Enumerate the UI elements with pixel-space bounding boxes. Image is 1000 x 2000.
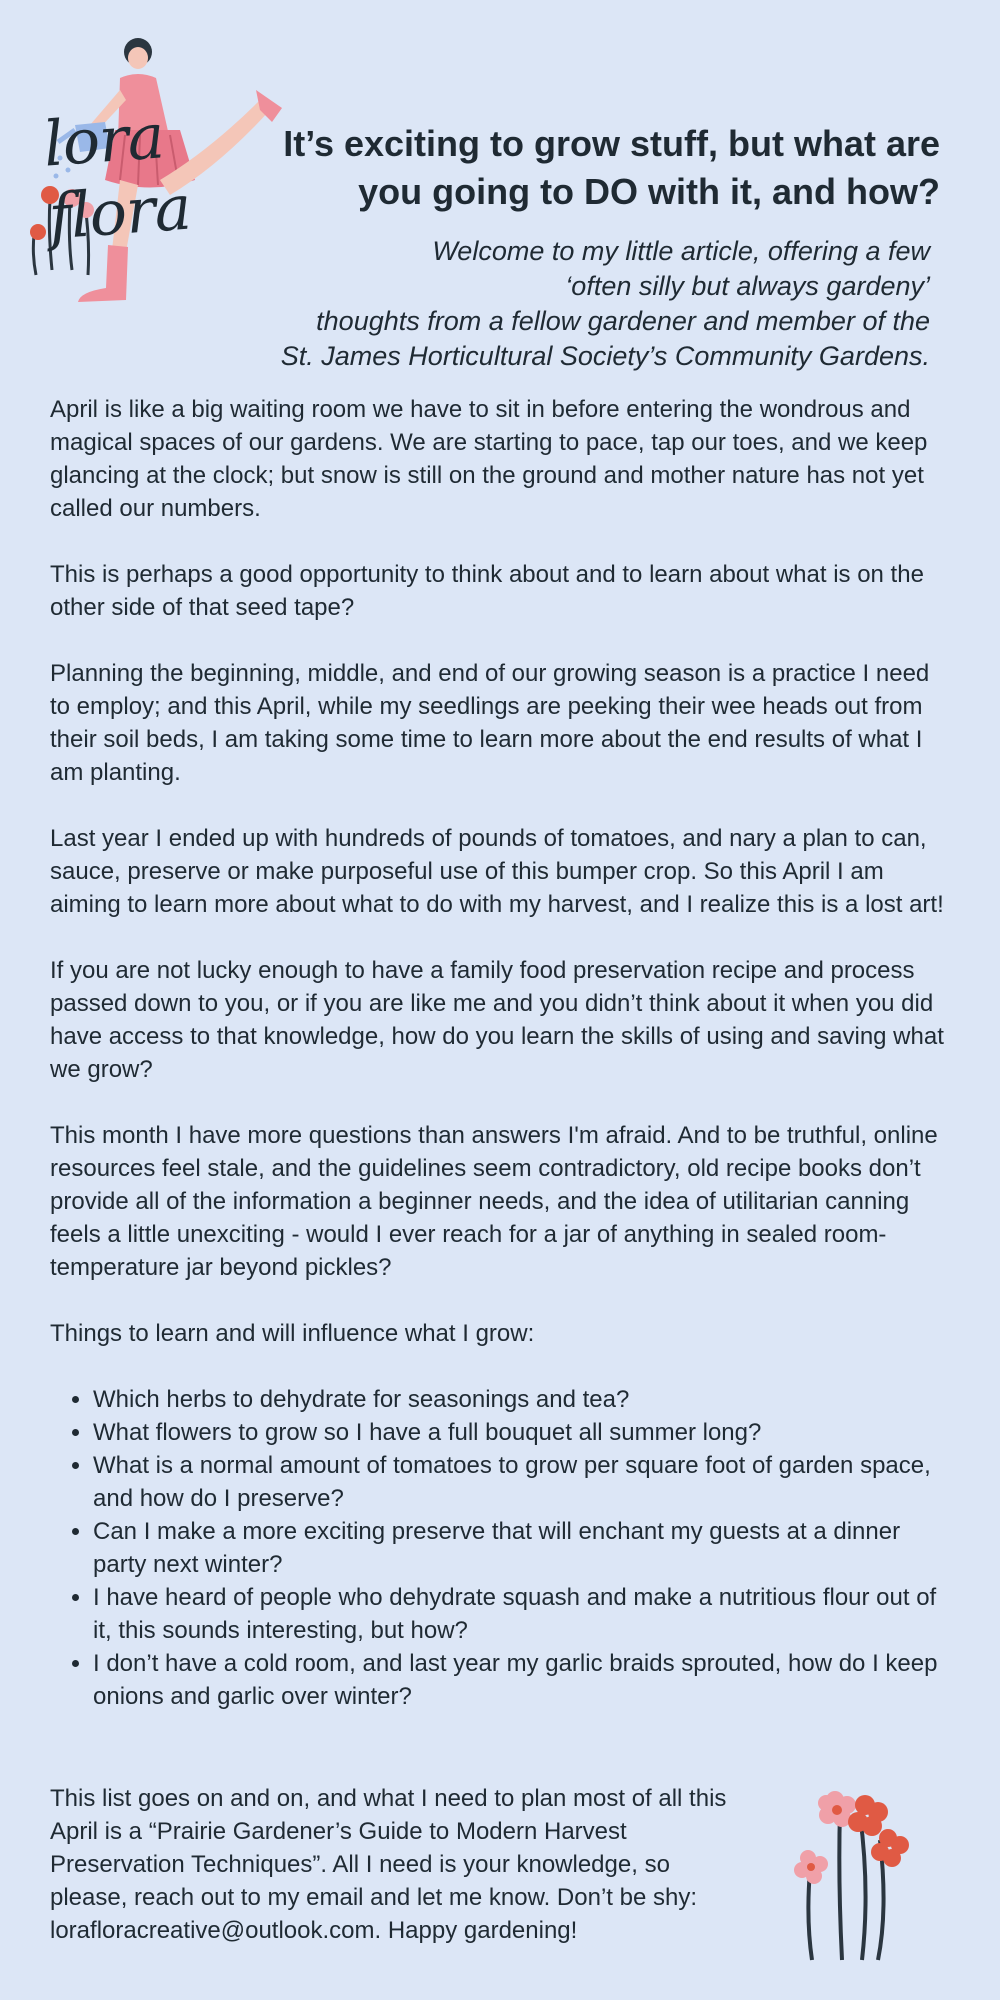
headline: It’s exciting to grow stuff, but what are you going to DO with it, and how?	[283, 123, 940, 212]
paragraph: This is perhaps a good opportunity to think about and to learn about what is on the other side of that seed tape?	[50, 561, 924, 621]
list-item: • What is a normal amount of tomatoes to grow per square foot of garden space, and how do I preserve?	[93, 1449, 955, 1515]
welcome-line: thoughts from a fellow gardener and member of the	[316, 306, 930, 336]
list-item: • Which herbs to dehydrate for seasonings and tea?	[93, 1383, 955, 1416]
flower-bouquet-icon	[780, 1770, 940, 1970]
paragraph: If you are not lucky enough to have a family food preservation recipe and process passed down to you, or if you are like me and you didn’t think about it when you did have access to that knowledge, how do you learn the skills of using and saving what we grow?	[50, 957, 944, 1083]
list-intro: Things to learn and will influence what I grow:	[50, 1320, 535, 1347]
welcome-line: St. James Horticultural Society’s Community Gardens.	[280, 341, 930, 371]
paragraph: Last year I ended up with hundreds of pounds of tomatoes, and nary a plan to can, sauce, preserve or make purposeful use of this bumper crop. So this April I am aiming to learn more about what to do with my harvest, and I realize this is a lost art!	[50, 825, 944, 918]
flower-decoration	[780, 1770, 940, 1970]
closing-paragraph: This list goes on and on, and what I need to plan most of all this April is a “Prairie Gardener’s Guide to Modern Harvest Preservation Techniques”. All I need is your knowledge, so please, reach out to my email and let me know. Don’t be shy: lorafloracreative@outlook.com. Happy gardening!	[50, 1785, 727, 1944]
paragraph: April is like a big waiting room we have to sit in before entering the wondrous and magical spaces of our gardens. We are starting to pace, tap our toes, and we keep glancing at the clock; but snow is still on the ground and mother nature has not yet called our numbers.	[50, 396, 928, 522]
list-item: • What flowers to grow so I have a full bouquet all summer long?	[93, 1416, 955, 1449]
article-body	[50, 393, 955, 1746]
list-item: • Can I make a more exciting preserve that will enchant my guests at a dinner party next winter?	[93, 1515, 955, 1581]
list-item: • I don’t have a cold room, and last year my garlic braids sprouted, how do I keep onions and garlic over winter?	[93, 1647, 955, 1713]
questions-list	[50, 1383, 955, 1713]
welcome-intro	[170, 234, 930, 374]
paragraph: This month I have more questions than answers I'm afraid. And to be truthful, online resources feel stale, and the guidelines seem contradictory, old recipe books don’t provide all of the information a beginner needs, and the idea of utilitarian canning feels a little unexciting - would I ever reach for a jar of anything in sealed room-temperature jar beyond pickles?	[50, 1122, 938, 1281]
welcome-line: ‘often silly but always gardeny’	[565, 271, 930, 301]
logo-text: lora flora	[41, 99, 193, 254]
welcome-line: Welcome to my little article, offering a few	[432, 236, 930, 266]
list-item: • I have heard of people who dehydrate squash and make a nutritious flour out of it, this sounds interesting, but how?	[93, 1581, 955, 1647]
paragraph: Planning the beginning, middle, and end of our growing season is a practice I need to employ; and this April, while my seedlings are peeking their wee heads out from their soil beds, I am taking some time to learn more about the end results of what I am planting.	[50, 660, 930, 786]
